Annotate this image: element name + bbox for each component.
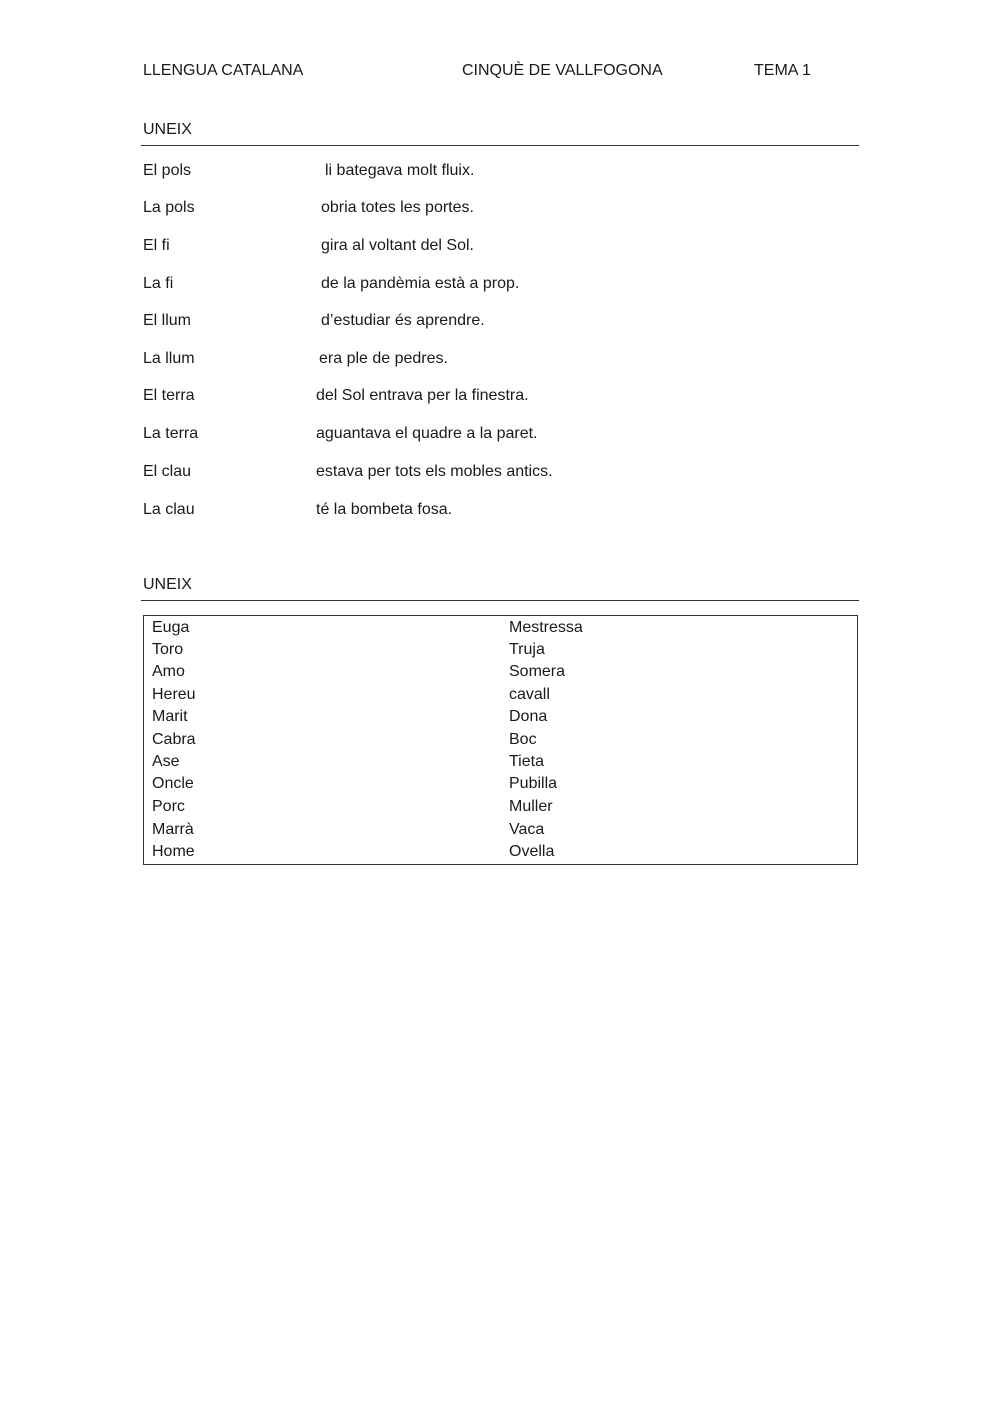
table-cell-right: Ovella	[509, 843, 555, 860]
header-class: CINQUÈ DE VALLFOGONA	[462, 62, 663, 79]
match-right-phrase: aguantava el quadre a la paret.	[316, 425, 538, 442]
match-left-term: La pols	[143, 199, 195, 216]
match-left-term: La fi	[143, 275, 174, 292]
table-cell-left: Amo	[152, 663, 185, 680]
table-cell-left: Hereu	[152, 686, 196, 703]
section1-title: UNEIX	[143, 121, 192, 138]
match-right-phrase: d’estudiar és aprendre.	[321, 312, 485, 329]
table-row	[144, 796, 857, 818]
table-cell-left: Cabra	[152, 731, 196, 748]
table-cell-right: Muller	[509, 798, 553, 815]
header-topic: TEMA 1	[754, 62, 811, 79]
header-subject: LLENGUA CATALANA	[143, 62, 304, 79]
section2-title: UNEIX	[143, 576, 192, 593]
table-cell-right: Mestressa	[509, 619, 583, 636]
match-right-phrase: de la pandèmia està a prop.	[321, 275, 520, 292]
match-row	[143, 311, 859, 331]
match-left-term: El pols	[143, 162, 192, 179]
table-row	[144, 617, 857, 639]
table-cell-right: Tieta	[509, 753, 544, 770]
table-cell-left: Ase	[152, 753, 180, 770]
table-row	[144, 661, 857, 683]
table-row	[144, 773, 857, 795]
match-row	[143, 274, 859, 294]
match-right-phrase: del Sol entrava per la finestra.	[316, 387, 529, 404]
table-row	[144, 706, 857, 728]
table-cell-left: Oncle	[152, 775, 194, 792]
match-row	[143, 424, 859, 444]
table-cell-left: Marrà	[152, 821, 194, 838]
table-row	[144, 639, 857, 661]
match-row	[143, 161, 859, 181]
table-row	[144, 819, 857, 841]
table-cell-right: cavall	[509, 686, 550, 703]
match-row	[143, 198, 859, 218]
table-cell-right: Boc	[509, 731, 537, 748]
match-row	[143, 500, 859, 520]
table-cell-left: Home	[152, 843, 195, 860]
table-cell-right: Dona	[509, 708, 548, 725]
match-row	[143, 462, 859, 482]
match-right-phrase: estava per tots els mobles antics.	[316, 463, 553, 480]
match-right-phrase: era ple de pedres.	[319, 350, 448, 367]
table-row	[144, 751, 857, 773]
table-cell-right: Truja	[509, 641, 545, 658]
table-cell-right: Vaca	[509, 821, 545, 838]
match-right-phrase: li bategava molt fluix.	[325, 162, 475, 179]
table-cell-left: Euga	[152, 619, 190, 636]
table-cell-right: Pubilla	[509, 775, 558, 792]
section2-divider	[141, 600, 859, 601]
match-row	[143, 349, 859, 369]
table-row	[144, 684, 857, 706]
table-row	[144, 729, 857, 751]
match-row	[143, 386, 859, 406]
table-cell-left: Toro	[152, 641, 184, 658]
table-cell-left: Porc	[152, 798, 185, 815]
match-left-term: El fi	[143, 237, 170, 254]
match-left-term: El terra	[143, 387, 195, 404]
match-left-term: La llum	[143, 350, 195, 367]
match-right-phrase: obria totes les portes.	[321, 199, 474, 216]
match-right-phrase: té la bombeta fosa.	[316, 501, 453, 518]
match-left-term: El llum	[143, 312, 192, 329]
table-cell-right: Somera	[509, 663, 566, 680]
match-right-phrase: gira al voltant del Sol.	[321, 237, 474, 254]
match-left-term: La terra	[143, 425, 199, 442]
match-row	[143, 236, 859, 256]
table-row	[144, 841, 857, 863]
section1-divider	[141, 145, 859, 146]
match-left-term: El clau	[143, 463, 192, 480]
section2-word-table	[143, 615, 858, 865]
table-cell-left: Marit	[152, 708, 188, 725]
match-left-term: La clau	[143, 501, 195, 518]
